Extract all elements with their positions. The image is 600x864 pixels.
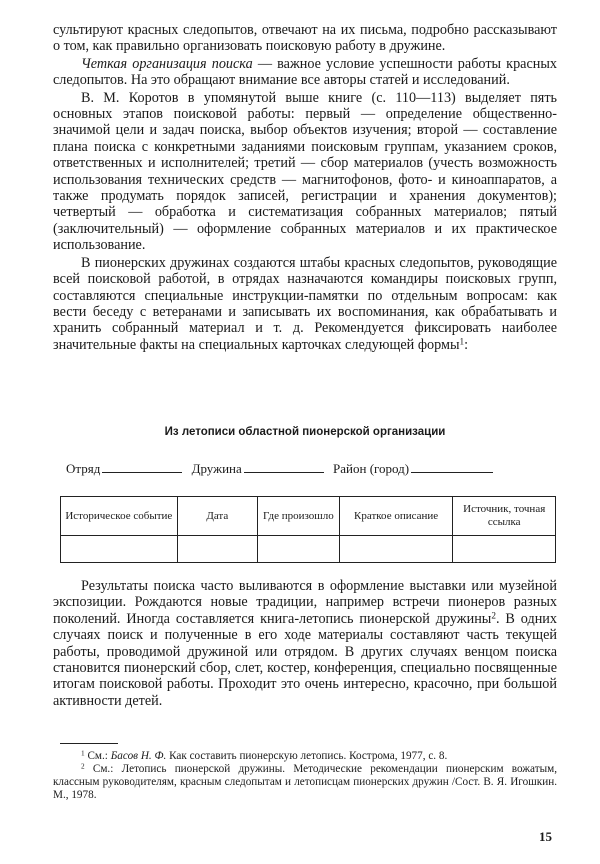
paragraph-2-text: — важное условие успешности работы красных следопытов. На это обращают внимание все авторы статей и исследований. bbox=[53, 55, 557, 89]
field-district-blank bbox=[411, 460, 493, 473]
column-header: Историческое событие bbox=[61, 497, 178, 536]
field-district-label: Район (город) bbox=[333, 461, 410, 476]
footnote-2-mark: 2 bbox=[81, 762, 85, 771]
main-text-block bbox=[53, 22, 557, 353]
field-druzhina-label: Дружина bbox=[191, 461, 242, 476]
footnote-1-mark: 1 bbox=[81, 749, 85, 758]
footnote-1-prefix: См.: bbox=[84, 750, 111, 762]
field-druzhina-blank bbox=[244, 460, 324, 473]
paragraph-4 bbox=[53, 255, 557, 353]
table-cell bbox=[339, 536, 453, 563]
paragraph-5-part-2: . В одних случаях поиск и полученные в его ходе материалы составляют часть текущей работы, проводимой дружиной или отрядом. В других случаях венцом поиска становится пионерский сбор, слет, костер, конференция, специально посвященные итогам поисковой работы. Проходит это очень интересно, красочно, при большой активности детей. bbox=[53, 610, 557, 709]
paragraph-4-colon: : bbox=[464, 336, 469, 353]
paragraph-4-text: В пионерских дружинах создаются штабы красных следопытов, руководящие всей поисковой работой, в отрядах назначаются командиры поисковых групп, составляются специальные инструкции-памятки по отдельным вопросам: как вести беседу с ветеранами и записывать их воспоминания, как обрабатывать и хранить собранный материал и т. д. Рекомендуется фиксировать наиболее значительные факты на специальных карточках следующей формы bbox=[53, 254, 557, 353]
field-squad-label: Отряд bbox=[66, 461, 101, 476]
footnote-1-text: Как составить пионерскую летопись. Кострома, 1977, с. 8. bbox=[166, 750, 448, 762]
table-cell bbox=[257, 536, 339, 563]
second-text-block bbox=[53, 578, 557, 709]
footnote-divider bbox=[60, 743, 118, 744]
footnote-1-author: Басов Н. Ф. bbox=[110, 750, 167, 762]
column-header: Источник, точная ссылка bbox=[453, 497, 556, 536]
paragraph-2-emphasis: Четкая организация поиска bbox=[81, 55, 253, 72]
table-cell bbox=[177, 536, 257, 563]
column-header: Где произошло bbox=[257, 497, 339, 536]
paragraph-5 bbox=[53, 578, 557, 709]
paragraph-3: В. М. Коротов в упомянутой выше книге (с. 110—113) выделяет пять основных этапов поисковой работы: первый — определение общественно-значимой цели и задач поиска, выбор объектов изучения; второй — составление плана поиска с конкретными заданиями поисковым группам, указанием сроков, ответственных и исполнителей; третий — сбор материалов (учесть возможность использования технических средств — магнитофонов, фото- и киноаппаратов, а также продумать порядок записей, регистрации и хранения документов); четвертый — обработка и систематизация собранных материалов; пятый (заключительный) — оформление собранных материалов и их практическое использование. bbox=[53, 89, 557, 254]
footnote-1 bbox=[53, 750, 557, 763]
table-cell bbox=[61, 536, 178, 563]
column-header: Краткое описание bbox=[339, 497, 453, 536]
table-empty-row bbox=[61, 536, 556, 563]
table-cell bbox=[453, 536, 556, 563]
field-squad-blank bbox=[102, 460, 182, 473]
footnotes bbox=[53, 750, 557, 802]
footnote-2-text: См.: Летопись пионерской дружины. Методические рекомендации пионерским вожатым, классным руководителям, красным следопытам и летописцам пионерских дружин /Сост. В. Я. Игошкин. М., 1978. bbox=[53, 763, 557, 801]
footnote-ref-1: 1 bbox=[459, 336, 465, 347]
table-header-row bbox=[61, 497, 556, 536]
form-title: Из летописи областной пионерской организации bbox=[164, 426, 446, 438]
paragraph-1: сультируют красных следопытов, отвечают на их письма, подробно рассказывают о том, как правильно организовать поисковую работу в дружине. bbox=[53, 22, 557, 55]
paragraph-2 bbox=[53, 56, 557, 89]
footnote-ref-2: 2 bbox=[491, 610, 496, 621]
page-number: 15 bbox=[539, 829, 552, 844]
footnote-2 bbox=[53, 763, 557, 802]
paragraph-5-part-1: Результаты поиска часто выливаются в оформление выставки или музейной экспозиции. Рождаются новые традиции, например встречи пионеров разных поколений. Иногда составляется книга-летопись пионерской дружины bbox=[53, 578, 557, 627]
form-header-fields bbox=[66, 460, 546, 477]
record-card-table bbox=[60, 496, 556, 563]
column-header: Дата bbox=[177, 497, 257, 536]
